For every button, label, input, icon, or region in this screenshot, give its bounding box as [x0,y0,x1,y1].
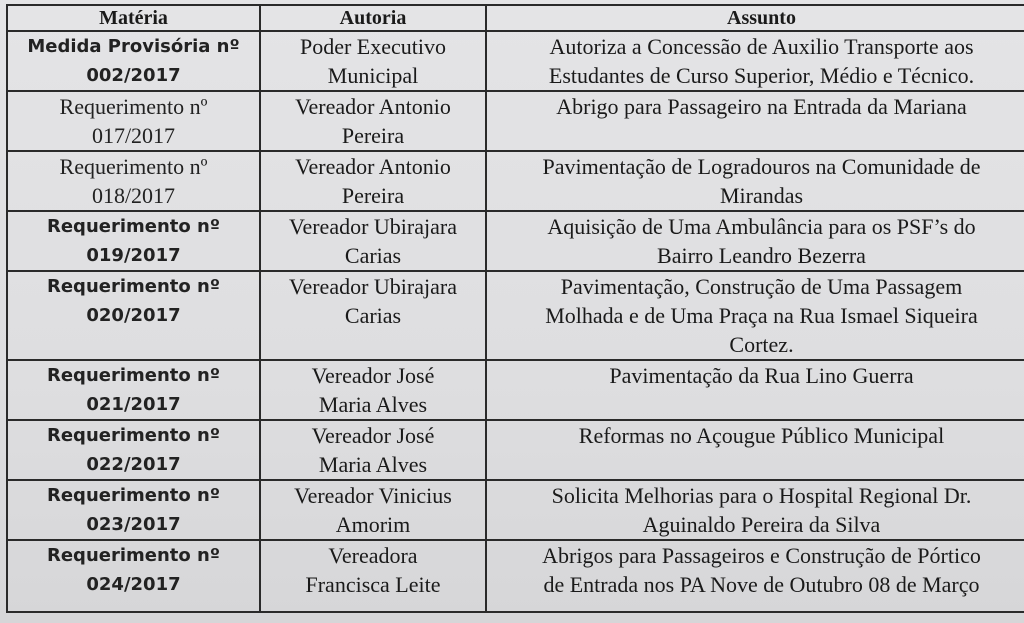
table-row [7,271,1024,360]
autoria-line: Pereira [341,123,405,148]
materia-line: Requerimento nº [46,545,220,566]
cell-autoria [260,540,486,612]
assunto-line: Aquisição de Uma Ambulância para os PSF’s do [547,214,976,239]
table-row [7,480,1024,540]
materia-line: Requerimento nº [46,216,220,237]
cell-autoria [260,31,486,91]
cell-autoria [260,360,486,420]
materia-line: 021/2017 [86,394,181,415]
cell-materia [7,271,260,360]
materia-line: 002/2017 [86,65,181,86]
materia-line: Requerimento nº [59,154,208,179]
cell-autoria [260,271,486,360]
materia-line: 024/2017 [86,574,181,595]
cell-assunto [486,480,1024,540]
autoria-line: Francisca Leite [305,572,441,597]
autoria-line: Vereador Ubirajara [289,274,457,299]
autoria-line: Maria Alves [318,452,428,477]
materia-line: 019/2017 [86,245,181,266]
cell-autoria [260,420,486,480]
autoria-line: Amorim [335,512,411,537]
header-materia: Matéria [7,5,260,31]
materia-line: Requerimento nº [46,365,220,386]
table-row [7,31,1024,91]
header-row [7,5,1024,31]
cell-assunto [486,420,1024,480]
materia-line: 023/2017 [86,514,181,535]
autoria-line: Vereador José [311,423,435,448]
assunto-line: Pavimentação da Rua Lino Guerra [609,363,914,388]
assunto-line: Autoriza a Concessão de Auxilio Transporte aos [549,34,974,59]
cell-assunto [486,31,1024,91]
assunto-line: Solicita Melhorias para o Hospital Regional Dr. [551,483,972,508]
autoria-line: Pereira [341,183,405,208]
cell-assunto [486,271,1024,360]
assunto-line: Aguinaldo Pereira da Silva [642,512,881,537]
assunto-line: Pavimentação de Logradouros na Comunidade de [542,154,981,179]
assunto-line: Molhada e de Uma Praça na Rua Ismael Siqueira [545,303,978,328]
cell-materia [7,211,260,271]
cell-assunto [486,91,1024,151]
materia-line: 022/2017 [86,454,181,475]
cell-autoria [260,151,486,211]
materia-line: 017/2017 [91,123,176,148]
table-row [7,211,1024,271]
materia-line: 018/2017 [91,183,176,208]
cell-materia [7,360,260,420]
materia-line: Requerimento nº [46,425,220,446]
table-row [7,151,1024,211]
cell-materia [7,31,260,91]
cell-autoria [260,91,486,151]
cell-materia [7,540,260,612]
cell-materia [7,151,260,211]
assunto-line: Bairro Leandro Bezerra [657,243,866,268]
cell-assunto [486,360,1024,420]
autoria-line: Vereador Antonio [295,154,451,179]
autoria-line: Poder Executivo [299,34,447,59]
cell-autoria [260,211,486,271]
materias-table [6,4,1024,613]
cell-assunto [486,211,1024,271]
materia-line: Requerimento nº [46,276,220,297]
table-row [7,360,1024,420]
assunto-line: Mirandas [719,183,804,208]
materia-line: Requerimento nº [46,485,220,506]
autoria-line: Vereador Ubirajara [289,214,457,239]
autoria-line: Municipal [327,63,419,88]
autoria-line: Maria Alves [318,392,428,417]
header-autoria: Autoria [260,5,486,31]
assunto-line: Estudantes de Curso Superior, Médio e Técnico. [548,63,975,88]
materia-line: Requerimento nº [59,94,208,119]
materia-line: 020/2017 [86,305,181,326]
cell-materia [7,91,260,151]
assunto-line: Abrigos para Passageiros e Construção de Pórtico [542,543,981,568]
autoria-line: Carias [344,303,402,328]
cell-materia [7,420,260,480]
assunto-line: Pavimentação, Construção de Uma Passagem [560,274,963,299]
autoria-line: Carias [344,243,402,268]
autoria-line: Vereador Antonio [295,94,451,119]
table-row [7,540,1024,612]
assunto-line: Abrigo para Passageiro na Entrada da Mariana [556,94,967,119]
materia-line: Medida Provisória nº [27,36,240,57]
autoria-line: Vereadora [328,543,418,568]
assunto-line: Reformas no Açougue Público Municipal [578,423,945,448]
cell-assunto [486,540,1024,612]
header-assunto: Assunto [486,5,1024,31]
autoria-line: Vereador José [311,363,435,388]
table-row [7,420,1024,480]
table-row [7,91,1024,151]
cell-materia [7,480,260,540]
autoria-line: Vereador Vinicius [294,483,452,508]
cell-autoria [260,480,486,540]
cell-assunto [486,151,1024,211]
assunto-line: Cortez. [729,332,794,357]
assunto-line: de Entrada nos PA Nove de Outubro 08 de Março [543,572,980,597]
